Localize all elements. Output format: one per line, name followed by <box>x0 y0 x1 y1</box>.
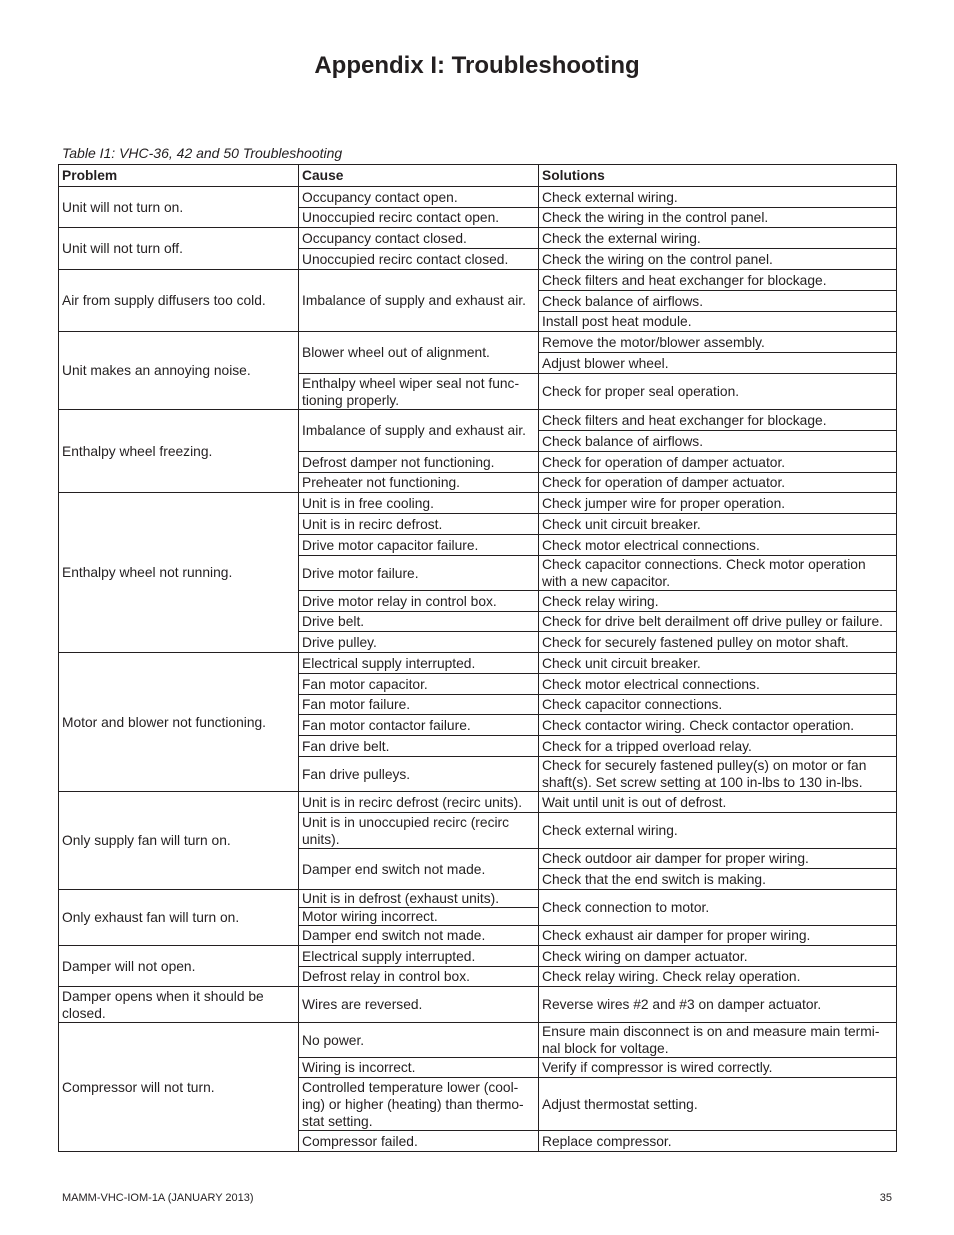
solution-cell: Check filters and heat exchanger for blockage. <box>539 270 897 291</box>
problem-cell: Motor and blower not functioning. <box>59 653 299 792</box>
cause-cell: Drive motor capacitor failure. <box>299 535 539 556</box>
cause-cell: Imbalance of supply and exhaust air. <box>299 410 539 452</box>
cause-cell: Damper end switch not made. <box>299 926 539 946</box>
cause-cell: Wires are reversed. <box>299 987 539 1023</box>
table-header-row <box>59 165 897 187</box>
problem-cell: Enthalpy wheel freezing. <box>59 410 299 493</box>
solution-cell: Check motor electrical connections. <box>539 674 897 695</box>
cause-cell: Fan motor contactor failure. <box>299 715 539 736</box>
header-cause: Cause <box>299 165 539 187</box>
cause-cell: Unoccupied recirc contact closed. <box>299 249 539 270</box>
solution-cell: Check for proper seal operation. <box>539 374 897 410</box>
solution-cell: Check capacitor connections. Check motor operation with a new capacitor. <box>539 556 897 591</box>
cause-cell: Fan drive pulleys. <box>299 757 539 792</box>
solution-cell: Check the wiring in the control panel. <box>539 208 897 228</box>
solution-cell: Check unit circuit breaker. <box>539 514 897 535</box>
solution-cell: Check for operation of damper actuator. <box>539 473 897 493</box>
table-row <box>59 946 897 967</box>
header-problem: Problem <box>59 165 299 187</box>
cause-cell: Drive pulley. <box>299 632 539 653</box>
cause-cell: Unit is in defrost (exhaust units). <box>299 890 539 908</box>
cause-cell: Electrical supply interrupted. <box>299 946 539 967</box>
solution-cell: Check motor electrical connections. <box>539 535 897 556</box>
solution-cell: Check for drive belt derailment off drive pulley or failure. <box>539 612 897 632</box>
table-row <box>59 792 897 813</box>
table-row <box>59 332 897 353</box>
solution-cell: Check for securely fastened pulley(s) on motor or fan shaft(s). Set screw setting at 100 in-lbs to 130 in-lbs. <box>539 757 897 792</box>
cause-cell: Fan drive belt. <box>299 736 539 757</box>
solution-cell: Check external wiring. <box>539 813 897 849</box>
solution-cell: Check capacitor connections. <box>539 695 897 715</box>
table-row <box>59 228 897 249</box>
cause-cell: Occupancy contact open. <box>299 187 539 208</box>
solution-cell: Check connection to motor. <box>539 890 897 926</box>
page-number: 35 <box>879 1192 892 1204</box>
cause-cell: Fan motor capacitor. <box>299 674 539 695</box>
cause-cell: Defrost damper not functioning. <box>299 452 539 473</box>
solution-cell: Verify if compressor is wired correctly. <box>539 1058 897 1078</box>
cause-cell: Damper end switch not made. <box>299 849 539 890</box>
solution-cell: Check outdoor air damper for proper wiring. <box>539 849 897 869</box>
solution-cell: Remove the motor/blower assembly. <box>539 332 897 353</box>
solution-cell: Check relay wiring. <box>539 591 897 612</box>
table-caption: Table I1: VHC-36, 42 and 50 Troubleshooting <box>62 145 343 161</box>
problem-cell: Unit makes an annoying noise. <box>59 332 299 410</box>
table-row <box>59 493 897 514</box>
problem-cell: Compressor will not turn. <box>59 1023 299 1152</box>
solution-cell: Check unit circuit breaker. <box>539 653 897 674</box>
solution-cell: Check balance of airflows. <box>539 431 897 452</box>
table-row <box>59 270 897 291</box>
table-row <box>59 987 897 1023</box>
cause-cell: Occupancy contact closed. <box>299 228 539 249</box>
solution-cell: Check relay wiring. Check relay operation. <box>539 967 897 987</box>
cause-cell: Electrical supply interrupted. <box>299 653 539 674</box>
cause-cell: Drive motor relay in control box. <box>299 591 539 612</box>
solution-cell: Check exhaust air damper for proper wiring. <box>539 926 897 946</box>
solution-cell: Check that the end switch is making. <box>539 869 897 890</box>
document-id: MAMM-VHC-IOM-1A (JANUARY 2013) <box>62 1192 254 1204</box>
solution-cell: Check balance of airflows. <box>539 291 897 312</box>
solution-cell: Replace compressor. <box>539 1131 897 1152</box>
cause-cell: Unoccupied recirc contact open. <box>299 208 539 228</box>
solution-cell: Install post heat module. <box>539 312 897 332</box>
solution-cell: Check the external wiring. <box>539 228 897 249</box>
cause-cell: Drive motor failure. <box>299 556 539 591</box>
problem-cell: Unit will not turn off. <box>59 228 299 270</box>
solution-cell: Check contactor wiring. Check contactor operation. <box>539 715 897 736</box>
problem-cell: Enthalpy wheel not running. <box>59 493 299 653</box>
problem-cell: Damper will not open. <box>59 946 299 987</box>
solution-cell: Check the wiring on the control panel. <box>539 249 897 270</box>
solution-cell: Ensure main disconnect is on and measure main termi-nal block for voltage. <box>539 1023 897 1058</box>
cause-cell: Unit is in free cooling. <box>299 493 539 514</box>
troubleshooting-table <box>58 164 897 1152</box>
solution-cell: Check for operation of damper actuator. <box>539 452 897 473</box>
solution-cell: Reverse wires #2 and #3 on damper actuator. <box>539 987 897 1023</box>
cause-cell: Unit is in recirc defrost (recirc units). <box>299 792 539 813</box>
header-solutions: Solutions <box>539 165 897 187</box>
cause-cell: Imbalance of supply and exhaust air. <box>299 270 539 332</box>
table-row <box>59 187 897 208</box>
problem-cell: Only exhaust fan will turn on. <box>59 890 299 946</box>
problem-cell: Unit will not turn on. <box>59 187 299 228</box>
solution-cell: Adjust thermostat setting. <box>539 1078 897 1131</box>
problem-cell: Air from supply diffusers too cold. <box>59 270 299 332</box>
cause-cell: Wiring is incorrect. <box>299 1058 539 1078</box>
table-row <box>59 653 897 674</box>
page-title: Appendix I: Troubleshooting <box>314 52 640 79</box>
cause-cell: Preheater not functioning. <box>299 473 539 493</box>
cause-cell: Enthalpy wheel wiper seal not func-tioning properly. <box>299 374 539 410</box>
cause-cell: Motor wiring incorrect. <box>299 908 539 926</box>
table-row <box>59 410 897 431</box>
cause-cell: No power. <box>299 1023 539 1058</box>
cause-cell: Unit is in recirc defrost. <box>299 514 539 535</box>
solution-cell: Check filters and heat exchanger for blockage. <box>539 410 897 431</box>
cause-cell: Compressor failed. <box>299 1131 539 1152</box>
problem-cell: Damper opens when it should be closed. <box>59 987 299 1023</box>
table-row <box>59 890 897 908</box>
cause-cell: Controlled temperature lower (cool-ing) or higher (heating) than thermo-stat setting. <box>299 1078 539 1131</box>
table-row <box>59 1023 897 1058</box>
cause-cell: Fan motor failure. <box>299 695 539 715</box>
solution-cell: Wait until unit is out of defrost. <box>539 792 897 813</box>
solution-cell: Check wiring on damper actuator. <box>539 946 897 967</box>
solution-cell: Check for securely fastened pulley on motor shaft. <box>539 632 897 653</box>
cause-cell: Defrost relay in control box. <box>299 967 539 987</box>
solution-cell: Check jumper wire for proper operation. <box>539 493 897 514</box>
problem-cell: Only supply fan will turn on. <box>59 792 299 890</box>
solution-cell: Adjust blower wheel. <box>539 353 897 374</box>
cause-cell: Blower wheel out of alignment. <box>299 332 539 374</box>
solution-cell: Check for a tripped overload relay. <box>539 736 897 757</box>
solution-cell: Check external wiring. <box>539 187 897 208</box>
cause-cell: Drive belt. <box>299 612 539 632</box>
cause-cell: Unit is in unoccupied recirc (recirc units). <box>299 813 539 849</box>
